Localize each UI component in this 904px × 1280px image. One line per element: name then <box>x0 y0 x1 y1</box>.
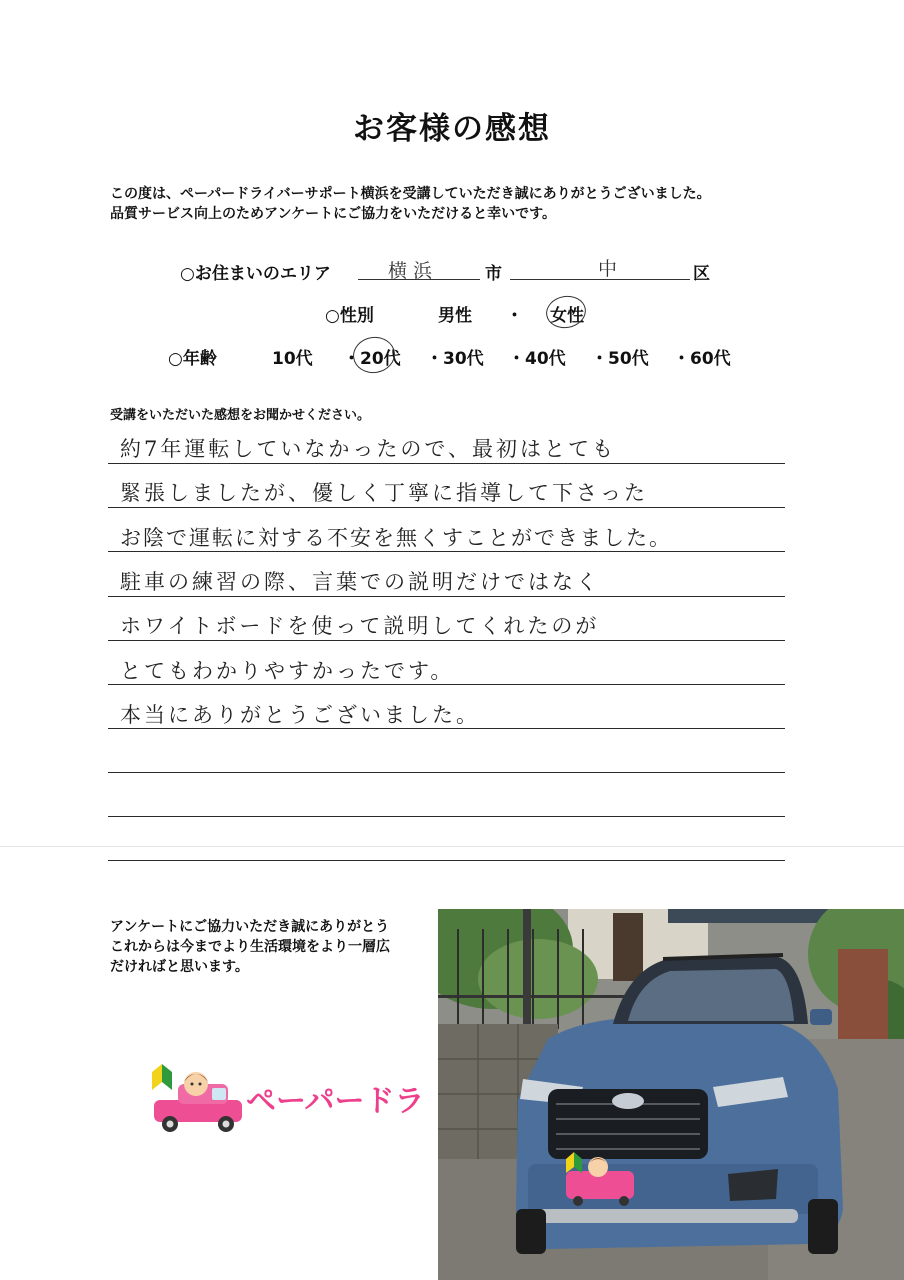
city-suffix: 市 <box>485 264 502 284</box>
comment-line-5: ホワイトボードを使って説明してくれたのが <box>120 614 600 638</box>
ward-value: 中 <box>598 258 618 280</box>
gender-female: 女性 <box>550 306 584 326</box>
city-field <box>358 262 480 280</box>
age-option-40: ・40代 <box>508 349 566 369</box>
comment-line-3: お陰で運転に対する不安を無くすことができました。 <box>120 526 672 550</box>
age-20-selection-circle <box>351 334 398 375</box>
area-label: ○お住まいのエリア <box>180 264 331 284</box>
comment-line-6: とてもわかりやすかったです。 <box>120 659 455 683</box>
outro-line-3: だければと思います。 <box>110 959 249 975</box>
ward-field <box>510 258 690 280</box>
logo-text: ペーパードラ <box>246 1084 425 1119</box>
age-option-50: ・50代 <box>591 349 649 369</box>
age-label: ○年齢 <box>168 349 217 369</box>
comments-heading: 受講をいただいた感想をお聞かせください。 <box>110 408 371 423</box>
comment-line-1: 約7年運転していなかったので、最初はとても <box>120 437 616 461</box>
car-photo <box>438 909 904 1280</box>
gender-label: ○性別 <box>325 306 374 326</box>
comment-line-4: 駐車の練習の際、言葉での説明だけではなく <box>120 570 600 594</box>
city-value: 横浜 <box>388 260 439 282</box>
paper-fold <box>0 846 904 847</box>
rule-line <box>108 772 785 773</box>
rule-line <box>108 507 785 508</box>
gender-male: 男性 <box>438 306 472 326</box>
rule-line <box>108 640 785 641</box>
car-photo-image <box>438 909 904 1280</box>
outro-line-2: これからは今までより生活環境をより一層広 <box>110 939 390 955</box>
rule-line <box>108 816 785 817</box>
page-title: お客様の感想 <box>353 111 551 147</box>
age-option-10: 10代 <box>272 349 313 369</box>
intro-line-1: この度は、ペーパードライバーサポート横浜を受講していただき誠にありがとうございました。 <box>110 186 711 202</box>
rule-line <box>108 860 785 861</box>
age-option-20: ・20代 <box>343 349 401 369</box>
logo-mascot <box>148 1062 248 1134</box>
rule-line <box>108 463 785 464</box>
gender-separator: ・ <box>506 306 523 326</box>
age-option-30: ・30代 <box>426 349 484 369</box>
age-option-60: ・60代 <box>673 349 731 369</box>
rule-line <box>108 596 785 597</box>
outro-line-1: アンケートにご協力いただき誠にありがとう <box>110 919 390 935</box>
comment-line-2: 緊張しましたが、優しく丁寧に指導して下さった <box>120 481 648 505</box>
comment-line-7: 本当にありがとうございました。 <box>120 703 480 727</box>
ward-suffix: 区 <box>693 264 710 284</box>
intro-line-2: 品質サービス向上のためアンケートにご協力をいただけると幸いです。 <box>110 206 557 222</box>
